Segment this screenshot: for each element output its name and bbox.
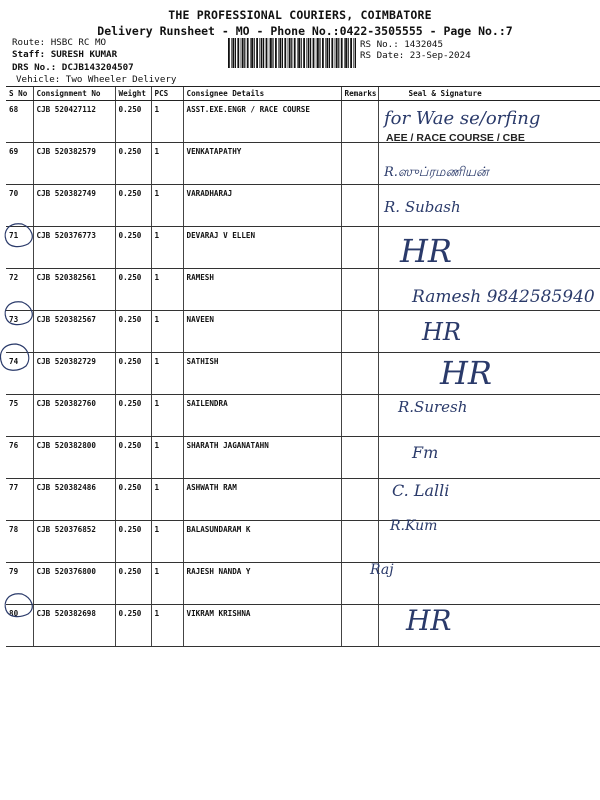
table-row [6, 227, 600, 269]
row-seal-signature [378, 605, 600, 647]
barcode-bar [341, 38, 343, 68]
row-sno: 77 [6, 479, 33, 521]
row-sno: 72 [6, 269, 33, 311]
row-pcs: 1 [151, 437, 183, 479]
row-weight: 0.250 [115, 353, 151, 395]
col-seal-signature: Seal & Signature [378, 87, 600, 101]
barcode-bar [278, 38, 279, 68]
barcode-bar [348, 38, 349, 68]
barcode-bar [306, 38, 307, 68]
stamp-68: AEE / RACE COURSE / CBE [386, 132, 525, 144]
row-pcs: 1 [151, 395, 183, 437]
row-consignment: CJB 520382729 [33, 353, 115, 395]
col-sno: S No [6, 87, 33, 101]
document-subtitle: Delivery Runsheet - MO - Phone No.:0422-3505555 - Page No.:7 [97, 24, 513, 38]
row-consignee: VARADHARAJ [183, 185, 341, 227]
row-sno: 68 [6, 101, 33, 143]
row-remarks [341, 185, 378, 227]
barcode-bar [237, 38, 239, 68]
row-sno: 70 [6, 185, 33, 227]
barcode-bar [231, 38, 232, 68]
row-consignment: CJB 520427112 [33, 101, 115, 143]
row-weight: 0.250 [115, 437, 151, 479]
barcode-bar [288, 38, 289, 68]
row-sno: 78 [6, 521, 33, 563]
row-sno: 73 [6, 311, 33, 353]
row-consignee: SATHISH [183, 353, 341, 395]
row-pcs: 1 [151, 101, 183, 143]
row-seal-signature [378, 143, 600, 185]
table-header-row [6, 87, 600, 101]
row-consignee: RAMESH [183, 269, 341, 311]
barcode-bar [228, 38, 230, 68]
barcode-bar [272, 38, 273, 68]
row-seal-signature [378, 437, 600, 479]
row-weight: 0.250 [115, 479, 151, 521]
barcode-bar [350, 38, 352, 68]
vehicle-label: Vehicle: Two Wheeler Delivery [16, 74, 177, 85]
row-seal-signature [378, 269, 600, 311]
col-consignee: Consignee Details [183, 87, 341, 101]
row-consignee: SHARATH JAGANATAHN [183, 437, 341, 479]
barcode-bar [316, 38, 317, 68]
row-weight: 0.250 [115, 563, 151, 605]
row-weight: 0.250 [115, 269, 151, 311]
barcode-bar [353, 38, 354, 68]
row-consignment: CJB 520382486 [33, 479, 115, 521]
barcode-bar [329, 38, 330, 68]
barcode-bar [279, 38, 281, 68]
row-pcs: 1 [151, 353, 183, 395]
row-sno: 80 [6, 605, 33, 647]
table-row [6, 521, 600, 563]
barcode-bar [336, 38, 338, 68]
table-row [6, 185, 600, 227]
row-consignment: CJB 520382698 [33, 605, 115, 647]
row-pcs: 1 [151, 185, 183, 227]
barcode-bar [269, 38, 270, 68]
row-sno: 76 [6, 437, 33, 479]
row-sno: 69 [6, 143, 33, 185]
row-weight: 0.250 [115, 605, 151, 647]
row-consignee: BALASUNDARAM K [183, 521, 341, 563]
table-row [6, 605, 600, 647]
row-sno: 75 [6, 395, 33, 437]
row-consignment: CJB 520376852 [33, 521, 115, 563]
row-pcs: 1 [151, 479, 183, 521]
row-consignee: RAJESH NANDA Y [183, 563, 341, 605]
table-row [6, 269, 600, 311]
barcode-bar [250, 38, 251, 68]
row-sno: 79 [6, 563, 33, 605]
barcode-bar [261, 38, 263, 68]
signature-74: HR [440, 354, 492, 392]
barcode-bar [335, 38, 336, 68]
rs-number: RS No.: 1432045 [360, 39, 443, 50]
barcode-bar [263, 38, 264, 68]
barcode-bar [355, 38, 356, 68]
table-row [6, 353, 600, 395]
row-remarks [341, 101, 378, 143]
row-pcs: 1 [151, 143, 183, 185]
row-consignee: VENKATAPATHY [183, 143, 341, 185]
signature-73: HR [422, 318, 461, 346]
barcode-bar [322, 38, 324, 68]
row-consignee: ASST.EXE.ENGR / RACE COURSE [183, 101, 341, 143]
row-remarks [341, 563, 378, 605]
barcode-bar [266, 38, 268, 68]
table-row [6, 311, 600, 353]
signature-77: C. Lalli [392, 481, 450, 500]
row-remarks [341, 479, 378, 521]
barcode-bar [242, 38, 244, 68]
row-remarks [341, 437, 378, 479]
signature-70: R. Subash [384, 198, 461, 216]
table-row [6, 395, 600, 437]
signature-79: Raj [370, 562, 394, 578]
row-consignee: ASHWATH RAM [183, 479, 341, 521]
row-consignment: CJB 520376773 [33, 227, 115, 269]
barcode-image [228, 38, 356, 68]
table-row [6, 563, 600, 605]
row-consignment: CJB 520382749 [33, 185, 115, 227]
row-pcs: 1 [151, 521, 183, 563]
barcode-bar [244, 38, 245, 68]
drs-number: DRS No.: DCJB143204507 [12, 62, 134, 73]
row-consignee: SAILENDRA [183, 395, 341, 437]
signature-72: Ramesh 9842585940 [412, 287, 595, 307]
row-pcs: 1 [151, 269, 183, 311]
row-remarks [341, 521, 378, 563]
signature-68: for Wae se/orfing [384, 108, 541, 129]
barcode-bar [254, 38, 255, 68]
barcode-bar [338, 38, 339, 68]
row-seal-signature [378, 311, 600, 353]
barcode-bar [308, 38, 310, 68]
row-remarks [341, 353, 378, 395]
barcode-bar [235, 38, 236, 68]
barcode-bar [270, 38, 272, 68]
signature-75: R.Suresh [398, 398, 468, 416]
runsheet-table [6, 86, 600, 647]
row-weight: 0.250 [115, 521, 151, 563]
row-consignment: CJB 520382800 [33, 437, 115, 479]
barcode-bar [345, 38, 347, 68]
barcode-bar [301, 38, 302, 68]
barcode-bar [291, 38, 292, 68]
staff-label: Staff: SURESH KUMAR [12, 49, 118, 60]
row-consignment: CJB 520382567 [33, 311, 115, 353]
row-remarks [341, 227, 378, 269]
barcode-bar [325, 38, 326, 68]
row-seal-signature [378, 185, 600, 227]
barcode-bar [232, 38, 234, 68]
signature-76: Fm [412, 443, 439, 462]
row-remarks [341, 395, 378, 437]
barcode-bar [289, 38, 291, 68]
signature-80: HR [406, 604, 452, 637]
barcode-bar [319, 38, 320, 68]
row-sno: 71 [6, 227, 33, 269]
col-remarks: Remarks [341, 87, 378, 101]
row-weight: 0.250 [115, 185, 151, 227]
row-seal-signature [378, 521, 600, 563]
row-weight: 0.250 [115, 143, 151, 185]
row-weight: 0.250 [115, 311, 151, 353]
barcode-bar [247, 38, 249, 68]
row-remarks [341, 143, 378, 185]
row-sno: 74 [6, 353, 33, 395]
barcode-bar [275, 38, 277, 68]
route-label: Route: HSBC RC MO [12, 37, 107, 48]
barcode-bar [326, 38, 328, 68]
row-seal-signature [378, 101, 600, 143]
row-consignee: VIKRAM KRISHNA [183, 605, 341, 647]
row-weight: 0.250 [115, 227, 151, 269]
col-consignment: Consignment No [33, 87, 115, 101]
row-seal-signature [378, 395, 600, 437]
barcode-bar [251, 38, 253, 68]
row-consignee: NAVEEN [183, 311, 341, 353]
row-seal-signature [378, 479, 600, 521]
barcode-bar [294, 38, 296, 68]
barcode-bar [284, 38, 286, 68]
row-remarks [341, 605, 378, 647]
row-weight: 0.250 [115, 101, 151, 143]
barcode-bar [303, 38, 305, 68]
barcode-bar [259, 38, 260, 68]
row-seal-signature [378, 563, 600, 605]
signature-78: R.Kum [390, 518, 438, 534]
signature-71: HR [400, 232, 452, 270]
row-seal-signature [378, 353, 600, 395]
barcode-bar [282, 38, 283, 68]
table-row [6, 143, 600, 185]
barcode-bar [298, 38, 300, 68]
signature-69: R.ஸுப்ரமணியன் [384, 165, 489, 180]
barcode-bar [317, 38, 319, 68]
table-row [6, 101, 600, 143]
barcode-bar [331, 38, 333, 68]
table-row [6, 437, 600, 479]
barcode-bar [256, 38, 258, 68]
barcode-bar [241, 38, 242, 68]
row-pcs: 1 [151, 227, 183, 269]
row-consignment: CJB 520382760 [33, 395, 115, 437]
row-seal-signature [378, 227, 600, 269]
barcode-bar [297, 38, 298, 68]
row-pcs: 1 [151, 311, 183, 353]
barcode-bar [310, 38, 311, 68]
row-consignment: CJB 520376800 [33, 563, 115, 605]
col-weight: Weight [115, 87, 151, 101]
row-pcs: 1 [151, 605, 183, 647]
rs-date: RS Date: 23-Sep-2024 [360, 50, 471, 61]
row-weight: 0.250 [115, 395, 151, 437]
table-row [6, 479, 600, 521]
row-consignment: CJB 520382561 [33, 269, 115, 311]
row-pcs: 1 [151, 563, 183, 605]
col-pcs: PCS [151, 87, 183, 101]
row-remarks [341, 311, 378, 353]
barcode-bar [313, 38, 315, 68]
row-consignment: CJB 520382579 [33, 143, 115, 185]
document-title: THE PROFESSIONAL COURIERS, COIMBATORE [168, 8, 432, 22]
row-consignee: DEVARAJ V ELLEN [183, 227, 341, 269]
row-remarks [341, 269, 378, 311]
barcode-bar [344, 38, 345, 68]
